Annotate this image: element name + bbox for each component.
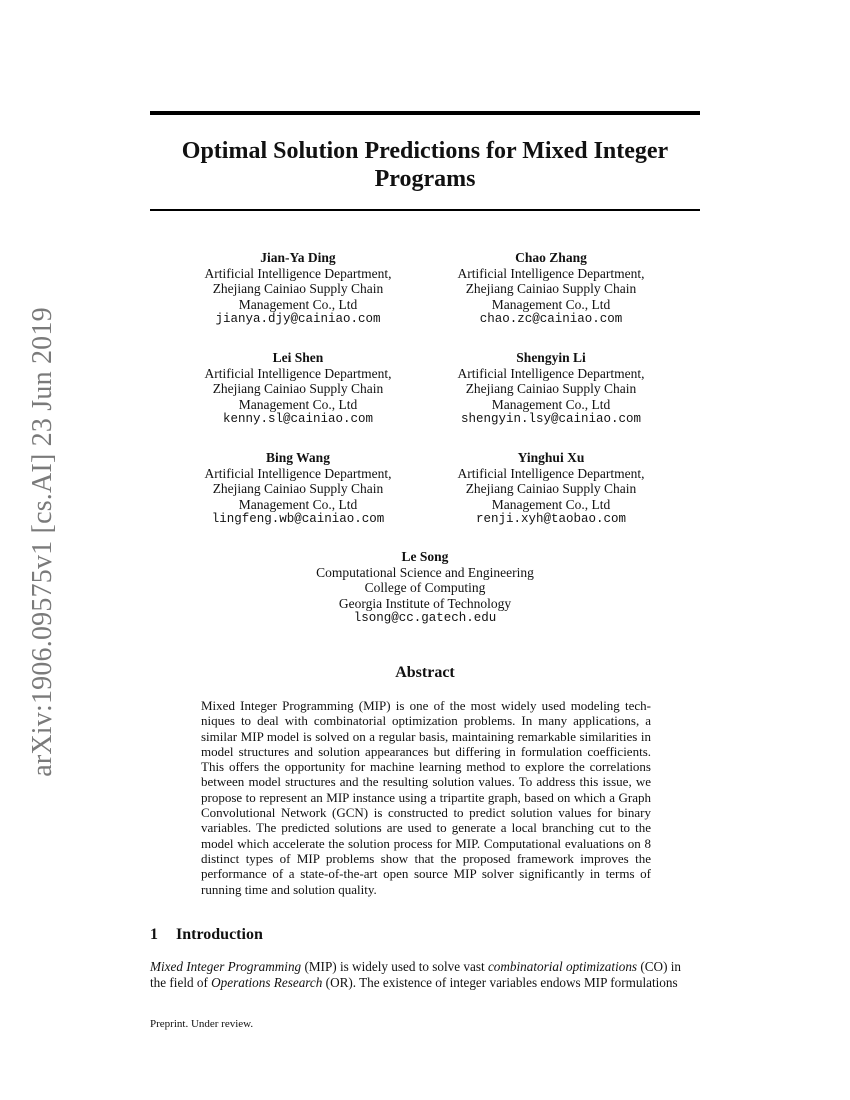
text-run: (OR). The existence of integer variables endows MIP formulations (322, 975, 678, 990)
intro-line (150, 975, 700, 991)
abstract-heading: Abstract (395, 664, 455, 681)
author-email[interactable]: renji.xyh@taobao.com (475, 512, 627, 526)
intro-line (150, 959, 700, 975)
author-affiliation: Management Co., Ltd (238, 296, 358, 312)
section-number: 1 (150, 926, 158, 943)
author-name: Shengyin Li (516, 350, 586, 365)
author-affiliation: Management Co., Ltd (491, 396, 611, 412)
author-affiliation: Artificial Intelligence Department, (204, 465, 392, 481)
author-affiliation: Zhejiang Cainiao Supply Chain (465, 481, 637, 496)
author-name: Chao Zhang (515, 250, 587, 265)
paper-title: Optimal Solution Predictions for Mixed Integer Programs (181, 138, 669, 192)
author-affiliation: Computational Science and Engineering (316, 564, 534, 580)
author-affiliation: Zhejiang Cainiao Supply Chain (465, 381, 637, 396)
title-rule-bottom (150, 209, 700, 211)
author-block (168, 350, 428, 428)
author-affiliation: Management Co., Ltd (491, 496, 611, 512)
author-name: Bing Wang (266, 450, 330, 465)
author-email[interactable]: lsong@cc.gatech.edu (353, 611, 497, 625)
author-affiliation: Management Co., Ltd (238, 496, 358, 512)
title-rule-top (150, 111, 700, 115)
author-block (421, 350, 681, 428)
author-affiliation: Artificial Intelligence Department, (204, 365, 392, 381)
author-affiliation: College of Computing (364, 580, 486, 595)
author-affiliation: Georgia Institute of Technology (338, 595, 512, 611)
author-block (168, 250, 428, 328)
author-block (168, 450, 428, 528)
author-email[interactable]: lingfeng.wb@cainiao.com (211, 512, 385, 526)
author-affiliation: Zhejiang Cainiao Supply Chain (212, 281, 384, 296)
author-email[interactable]: shengyin.lsy@cainiao.com (460, 412, 642, 426)
author-affiliation: Management Co., Ltd (491, 296, 611, 312)
author-name: Yinghui Xu (517, 450, 585, 465)
text-run: (MIP) is widely used to solve vast (301, 959, 488, 974)
author-block (421, 450, 681, 528)
author-name: Lei Shen (272, 350, 324, 365)
author-block (421, 250, 681, 328)
arxiv-stamp: arXiv:1906.09575v1 [cs.AI] 23 Jun 2019 (27, 307, 58, 777)
emphasis: Mixed Integer Programming (150, 959, 302, 974)
author-affiliation: Zhejiang Cainiao Supply Chain (212, 481, 384, 496)
author-affiliation: Management Co., Ltd (238, 396, 358, 412)
author-email[interactable]: jianya.djy@cainiao.com (215, 312, 381, 326)
text-run: (CO) in (637, 959, 682, 974)
author-email[interactable]: chao.zc@cainiao.com (479, 312, 623, 326)
author-name: Le Song (401, 549, 449, 564)
section-title: Introduction (176, 926, 263, 943)
author-affiliation: Artificial Intelligence Department, (457, 265, 645, 281)
emphasis: Operations Research (211, 975, 323, 990)
author-email[interactable]: kenny.sl@cainiao.com (222, 412, 374, 426)
author-affiliation: Zhejiang Cainiao Supply Chain (212, 381, 384, 396)
abstract-text: Mixed Integer Programming (MIP) is one of the most widely used modeling techniques to deal with combinatorial optimization problems. In many applications, a similar MIP model is solved on a regular basis, maintaining remarkable similarities in model structures and solution appearances but differing in formulation coefficients. This offers the opportunity for machine learning method to explore the correlations between model structures and the resulting solution values. To address this issue, we propose to represent an MIP instance using a tripartite graph, based on which a Graph Convolutional Network (GCN) is constructed to predict solution values for binary variables. The predicted solutions are used to generate a local branching cut to the model which accelerate the solution process for MIP. Computational evaluations on 8 distinct types of MIP problems show that the proposed framework improves the performance of a state-of-the-art open source MIP solver significantly in terms of running time and solution quality. (201, 698, 651, 897)
text-run: the field of (150, 975, 212, 990)
emphasis: combinatorial optimizations (487, 959, 638, 974)
author-affiliation: Zhejiang Cainiao Supply Chain (465, 281, 637, 296)
author-block (295, 549, 555, 627)
author-affiliation: Artificial Intelligence Department, (204, 265, 392, 281)
author-affiliation: Artificial Intelligence Department, (457, 465, 645, 481)
section-heading (150, 926, 263, 944)
author-affiliation: Artificial Intelligence Department, (457, 365, 645, 381)
author-name: Jian-Ya Ding (260, 250, 336, 265)
footer-note: Preprint. Under review. (150, 1018, 254, 1030)
intro-paragraph (150, 959, 700, 991)
